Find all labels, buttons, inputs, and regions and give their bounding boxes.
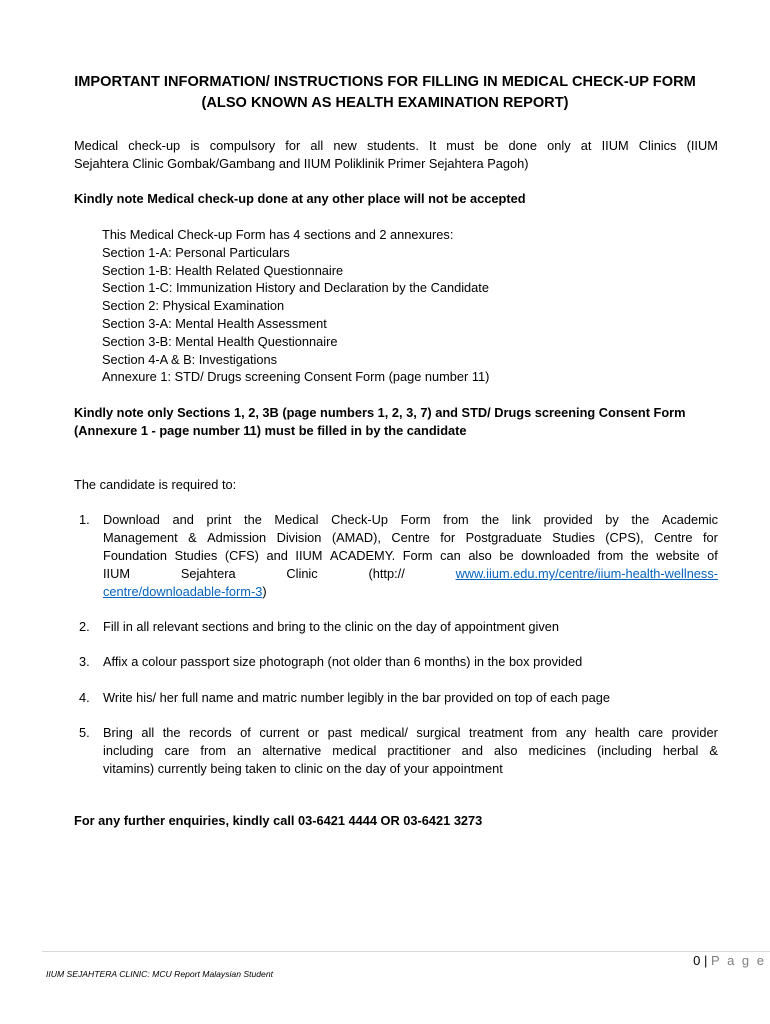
word: records [188,725,232,740]
list-item [74,618,718,636]
section-item: Section 4-A & B: Investigations [102,351,277,367]
item-line [103,724,718,742]
item-line [103,529,718,547]
sections-list [102,226,489,386]
word: from [597,548,624,563]
word: Postgraduate [465,530,542,545]
word: compulsory [209,138,276,153]
word: the [630,548,649,563]
word: by [605,512,619,527]
word: Download [103,512,160,527]
word: Admission [207,530,267,545]
list-item-text: Write his/ her full name and matric number legibly in the bar provided on top of each page [103,690,610,705]
word: from [200,743,226,758]
item-word: IIUM [103,566,131,581]
word: from [443,512,469,527]
enquiry-contact: For any further enquiries, kindly call 03-6421 4444 OR 03-6421 3273 [74,813,483,828]
word: It [429,138,437,153]
list-item-body [103,511,718,601]
word: done [508,138,538,153]
download-form-link[interactable]: www.iium.edu.my/centre/iium-health-wellness- [455,566,718,581]
word: all [310,138,324,153]
word: Medical [274,512,319,527]
word: treatment [469,725,524,740]
page-number-value: 0 [693,953,701,968]
word: surgical [416,725,461,740]
page-separator: | [704,953,708,968]
word: (IIUM [686,138,718,153]
word: for [285,138,301,153]
page-title [40,72,730,114]
item-line [103,742,718,760]
list-item [74,724,718,778]
word: website [656,548,700,563]
required-intro: The candidate is required to: [74,477,237,492]
word: for [440,530,456,545]
list-item [74,689,718,707]
section-item: Section 1-C: Immunization History and Declaration by the Candidate [102,280,489,296]
word: care [638,725,664,740]
word: and [172,512,194,527]
word: must [446,138,475,153]
footer-caption: IIUM SEJAHTERA CLINIC: MCU Report Malaysian Student [46,969,274,979]
word: provider [671,725,718,740]
word: of [240,725,251,740]
word: or [307,725,320,740]
word: practitioner [387,743,451,758]
word: the [481,512,500,527]
word: Centre [391,530,430,545]
word: downloaded [521,548,591,563]
list-item-number: 2. [79,619,90,634]
note-sections-to-fill [74,404,724,440]
word: also [493,743,518,758]
list-item-text: Affix a colour passport size photograph (not older than 6 months) in the box provided [103,654,583,669]
section-item: Section 3-B: Mental Health Questionnaire [102,333,338,349]
word: the [631,512,650,527]
note-sections-line-1: Kindly note only Sections 1, 2, 3B (page numbers 1, 2, 3, 7) and STD/ Drugs screening Consent Form [74,405,686,420]
item-line [103,511,718,529]
word: is [190,138,200,153]
word: new [333,138,357,153]
word: Form [400,512,431,527]
item-word: Sejahtera [180,566,236,581]
word: (CFS) [224,548,259,563]
word: past [327,725,352,740]
list-item-number: 4. [79,690,90,705]
word: Medical [74,138,119,153]
word: & [709,743,718,758]
word: be [484,138,499,153]
title-line-1: IMPORTANT INFORMATION/ INSTRUCTIONS FOR FILLING IN MEDICAL CHECK-UP FORM [74,74,696,90]
word: including [103,743,154,758]
word: Foundation [103,548,168,563]
word: alternative [262,743,322,758]
intro-line-1 [74,137,718,155]
word: health [594,725,630,740]
word: medical [332,743,377,758]
word: and [461,743,483,758]
word: (AMAD), [331,530,381,545]
word: medicines [528,743,587,758]
list-item-number: 1. [79,512,90,527]
page-number [693,953,766,968]
word: can [440,548,461,563]
word: an [236,743,252,758]
list-item-body [103,724,718,778]
list-item-number: 3. [79,654,90,669]
word: Bring [103,725,133,740]
section-item: Annexure 1: STD/ Drugs screening Consent Form (page number 11) [102,369,490,385]
word: (including [597,743,652,758]
download-form-link-continued[interactable]: centre/downloadable-form-3 [103,584,263,599]
word: Division [276,530,322,545]
title-line-2: (ALSO KNOWN AS HEALTH EXAMINATION REPORT) [201,95,569,111]
section-item: Section 1-B: Health Related Questionnaire [102,262,344,278]
word: ACADEMY. [329,548,396,563]
section-item: Section 1-A: Personal Particulars [102,244,290,260]
word: any [565,725,587,740]
word: Centre [654,530,693,545]
word: care [164,743,190,758]
word: of [707,548,718,563]
word: only [547,138,571,153]
word: check-up [128,138,181,153]
word: Management [103,530,178,545]
section-item: Section 3-A: Mental Health Assessment [102,315,327,331]
word: at [580,138,592,153]
list-item-number: 5. [79,725,90,740]
word: print [206,512,232,527]
word: Clinics [638,138,677,153]
intro-line-2: Sejahtera Clinic Gombak/Gambang and IIUM Poliklinik Primer Sejahtera Pagoh) [74,156,529,171]
word: Academic [661,512,718,527]
word: & [188,530,197,545]
word: all [141,725,155,740]
word: students. [366,138,419,153]
item-line [103,583,718,601]
word: current [259,725,300,740]
section-item: Section 2: Physical Examination [102,298,285,314]
word: (CPS), [605,530,644,545]
word: herbal [662,743,699,758]
word: and [266,548,288,563]
word: the [162,725,181,740]
word: provided [543,512,593,527]
sections-header: This Medical Check-up Form has 4 sections and 2 annexures: [102,227,454,242]
word: be [499,548,514,563]
note-sections-line-2: (Annexure 1 - page number 11) must be filled in by the candidate [74,423,467,438]
intro-paragraph [74,137,718,173]
word: also [468,548,492,563]
item-word: Clinic [286,566,318,581]
item-line: vitamins) currently being taken to clinic on the day of your appointment [103,761,503,776]
item-word: (http:// [368,566,405,581]
word: link [511,512,531,527]
item-line [103,565,718,583]
closing-paren: ) [262,584,267,599]
list-item [74,511,718,601]
page-label: P a g e [711,953,766,968]
note-other-place: Kindly note Medical check-up done at any other place will not be accepted [74,191,526,206]
word: Check-Up [331,512,389,527]
list-item-text: Fill in all relevant sections and bring to the clinic on the day of appointment given [103,619,559,634]
word: medical/ [360,725,408,740]
list-item [74,653,718,671]
word: the [244,512,262,527]
word: Studies [174,548,218,563]
word: Form [402,548,433,563]
word: from [531,725,558,740]
word: Studies [552,530,595,545]
item-line [103,547,718,565]
word: IIUM [601,138,629,153]
word: IIUM [295,548,323,563]
footer-divider [42,951,770,952]
word: for [702,530,718,545]
